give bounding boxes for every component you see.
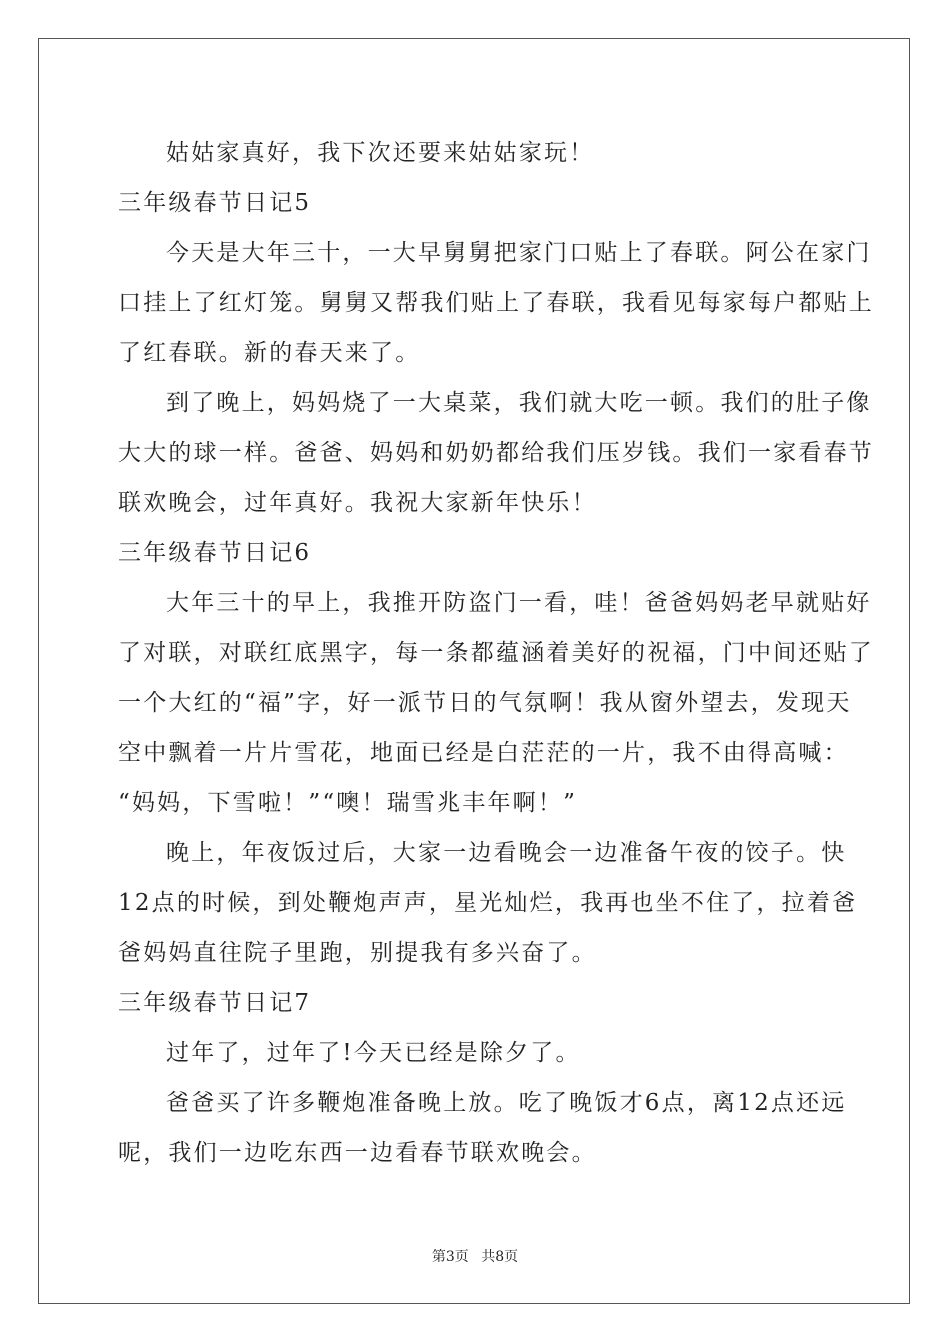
- paragraph: [118, 1078, 847, 1178]
- text-line: 晚上，年夜饭过后，大家一边看晚会一边准备午夜的饺子。快: [166, 840, 847, 866]
- page-footer: [0, 1246, 950, 1266]
- text-line: 今天是大年三十，一大早舅舅把家门口贴上了春联。阿公在家门: [166, 240, 872, 266]
- text-line: 呢，我们一边吃东西一边看春节联欢晚会。: [118, 1140, 597, 1166]
- heading-text: 三年级春节日记7: [118, 990, 312, 1016]
- paragraph: [118, 578, 874, 828]
- section-heading: [118, 178, 834, 228]
- text-line: 了红春联。新的春天来了。: [118, 340, 421, 366]
- text-line: 口挂上了红灯笼。舅舅又帮我们贴上了春联，我看见每家每户都贴上: [118, 290, 874, 316]
- heading-text: 三年级春节日记6: [118, 540, 312, 566]
- text-line: 了对联，对联红底黑字，每一条都蕴涵着美好的祝福，门中间还贴了: [118, 640, 874, 666]
- section-heading: [118, 528, 834, 578]
- document-body: [118, 128, 874, 1178]
- page-total: 共8页: [481, 1249, 519, 1265]
- paragraph: [118, 378, 874, 528]
- section-heading: [118, 978, 834, 1028]
- paragraph: [118, 128, 834, 178]
- text-line: 过年了，过年了!今天已经是除夕了。: [166, 1040, 581, 1066]
- heading-text: 三年级春节日记5: [118, 190, 312, 216]
- page-number: 第3页: [431, 1249, 469, 1265]
- text-line: 到了晚上，妈妈烧了一大桌菜，我们就大吃一顿。我们的肚子像: [166, 390, 872, 416]
- text-line: 爸妈妈直往院子里跑，别提我有多兴奋了。: [118, 940, 597, 966]
- text-line: 爸爸买了许多鞭炮准备晚上放。吃了晚饭才6点，离12点还远: [166, 1090, 847, 1116]
- paragraph: [118, 1028, 834, 1078]
- text-line: 空中飘着一片片雪花，地面已经是白茫茫的一片，我不由得高喊：: [118, 740, 849, 766]
- text-line: 大年三十的早上，我推开防盗门一看，哇！爸爸妈妈老早就贴好: [166, 590, 872, 616]
- text-line: 姑姑家真好，我下次还要来姑姑家玩！: [166, 140, 595, 166]
- text-line: 大大的球一样。爸爸、妈妈和奶奶都给我们压岁钱。我们一家看春节: [118, 440, 874, 466]
- text-line: 12点的时候，到处鞭炮声声，星光灿烂，我再也坐不住了，拉着爸: [118, 890, 858, 916]
- paragraph: [118, 828, 858, 978]
- text-line: “妈妈，下雪啦！”“噢！瑞雪兆丰年啊！”: [118, 790, 578, 816]
- paragraph: [118, 228, 874, 378]
- text-line: 联欢晚会，过年真好。我祝大家新年快乐！: [118, 490, 597, 516]
- text-line: 一个大红的“福”字，好一派节日的气氛啊！我从窗外望去，发现天: [118, 690, 852, 716]
